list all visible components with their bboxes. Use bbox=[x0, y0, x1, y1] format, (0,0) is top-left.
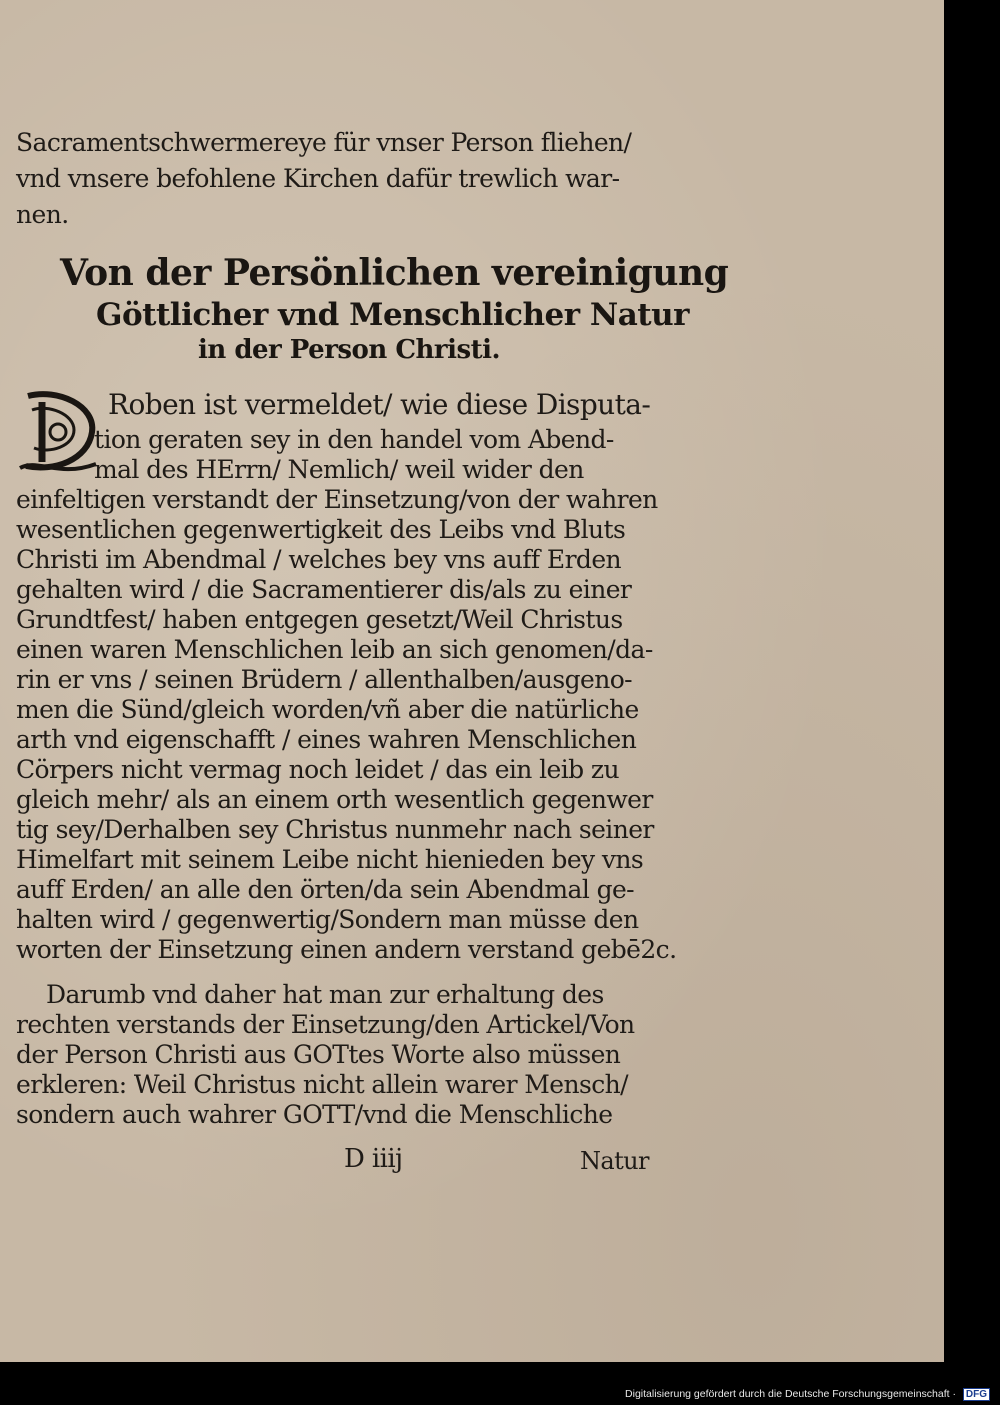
text-line: wesentlichen gegenwertigkeit des Leibs vnd Bluts bbox=[16, 515, 626, 544]
ornamental-initial-icon bbox=[18, 388, 98, 474]
text-line: Roben ist vermeldet/ wie diese Disputa- bbox=[108, 388, 651, 421]
text-line: Grundtfest/ haben entgegen gesetzt/Weil Christus bbox=[16, 605, 623, 634]
drop-cap-initial bbox=[18, 388, 98, 474]
text-line: halten wird / gegenwertig/Sondern man müsse den bbox=[16, 905, 639, 934]
text-line: gleich mehr/ als an einem orth wesentlich gegenwer bbox=[16, 785, 653, 814]
text-line: arth vnd eigenschafft / eines wahren Menschlichen bbox=[16, 725, 637, 754]
text-line: Christi im Abendmal / welches bey vns auff Erden bbox=[16, 545, 622, 574]
text-line: nen. bbox=[16, 200, 69, 229]
funding-credit-text: Digitalisierung gefördert durch die Deutsche Forschungsgemeinschaft · bbox=[625, 1388, 956, 1400]
text-line: einen waren Menschlichen leib an sich genomen/da- bbox=[16, 635, 653, 664]
text-line: Sacramentschwermereye für vnser Person fliehen/ bbox=[16, 128, 632, 157]
text-line: Darumb vnd daher hat man zur erhaltung des bbox=[46, 980, 604, 1009]
text-line: tig sey/Derhalben sey Christus nunmehr nach seiner bbox=[16, 815, 654, 844]
text-line: mal des HErrn/ Nemlich/ weil wider den bbox=[94, 455, 584, 484]
text-line: rin er vns / seinen Brüdern / allenthalben/ausgeno- bbox=[16, 665, 633, 694]
text-line: men die Sünd/gleich worden/vñ aber die natürliche bbox=[16, 695, 639, 724]
dfg-logo: DFG bbox=[963, 1388, 990, 1401]
text-line: rechten verstands der Einsetzung/den Artickel/Von bbox=[16, 1010, 635, 1039]
text-line: auff Erden/ an alle den örten/da sein Abendmal ge- bbox=[16, 875, 635, 904]
text-line: erkleren: Weil Christus nicht allein warer Mensch/ bbox=[16, 1070, 628, 1099]
text-line: gehalten wird / die Sacramentierer dis/als zu einer bbox=[16, 575, 632, 604]
text-line: vnd vnsere befohlene Kirchen dafür trewlich war- bbox=[16, 164, 620, 193]
text-line: sondern auch wahrer GOTT/vnd die Menschliche bbox=[16, 1100, 613, 1129]
catchword: Natur bbox=[580, 1147, 649, 1175]
signature-mark: D iiij bbox=[344, 1144, 403, 1174]
heading-line-1: Von der Persönlichen vereinigung bbox=[60, 252, 729, 294]
heading-line-3: in der Person Christi. bbox=[198, 335, 501, 365]
text-line: worten der Einsetzung einen andern verstand gebē2c. bbox=[16, 935, 677, 964]
text-line: Cörpers nicht vermag noch leidet / das ein leib zu bbox=[16, 755, 619, 784]
heading-line-2: Göttlicher vnd Menschlicher Natur bbox=[96, 297, 689, 333]
text-line: einfeltigen verstandt der Einsetzung/von der wahren bbox=[16, 485, 658, 514]
text-line: tion geraten sey in den handel vom Abend- bbox=[94, 425, 614, 454]
footer-credit bbox=[625, 1388, 990, 1401]
text-line: der Person Christi aus GOTtes Worte also müssen bbox=[16, 1040, 621, 1069]
text-line: Himelfart mit seinem Leibe nicht hienieden bey vns bbox=[16, 845, 644, 874]
